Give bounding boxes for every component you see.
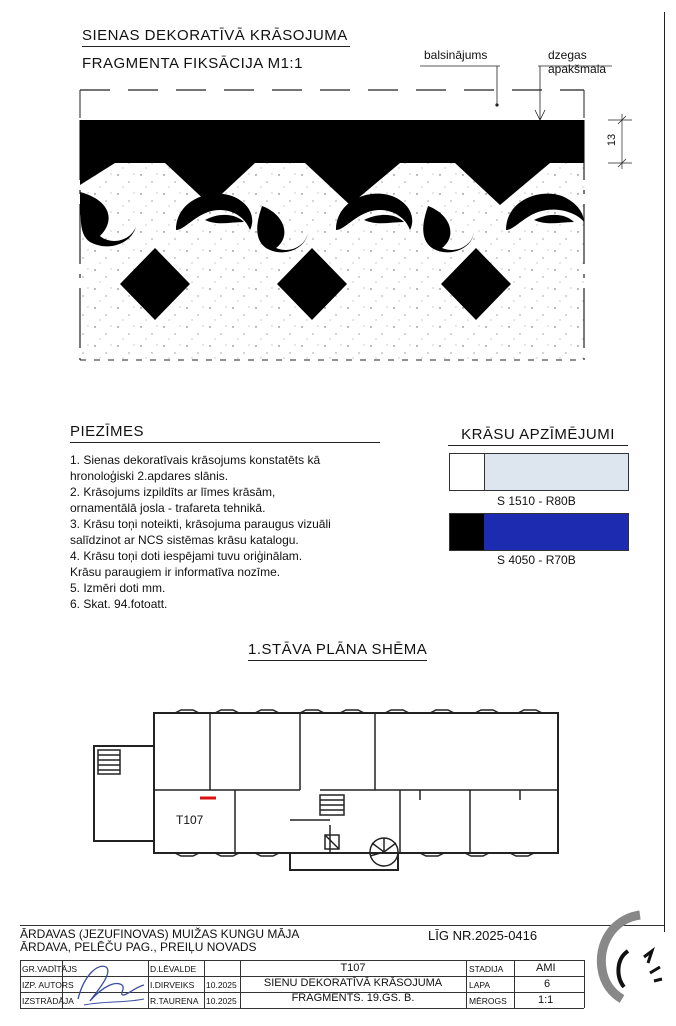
note-line: 5. Izmēri doti mm.	[70, 581, 166, 595]
note-line: 6. Skat. 94.fotoatt.	[70, 597, 168, 611]
dimension-value: 13	[606, 133, 619, 147]
role-label: GR.VADĪTĀJS	[22, 964, 78, 974]
label-cornice-line1: dzegas	[548, 48, 587, 62]
stage-label: STADIJA	[469, 964, 504, 974]
project-line2: ĀRDAVA, PELĒČU PAG., PREIĻU NOVADS	[20, 940, 257, 954]
label-whitewash: balsinājums	[424, 48, 488, 62]
note-line: salīdzinot ar NCS sistēmas krāsu katalogu.	[70, 533, 299, 547]
company-logo	[588, 901, 674, 1011]
project-number: LĪG NR.2025-0416	[428, 928, 538, 943]
role-date: 10.2025	[206, 996, 237, 1006]
role-name: I.DIRVEIKS	[150, 980, 195, 990]
title-block	[0, 925, 676, 1026]
scale-label: MĒROGS	[469, 996, 507, 1006]
note-line: ornamentālā josla - trafareta tehnikā.	[70, 501, 266, 515]
notes-heading: PIEZĪMES	[70, 423, 380, 443]
note-line: Krāsu paraugiem ir informatīva nozīme.	[70, 565, 281, 579]
drawing-line2: SIENU DEKORATĪVĀ KRĀSOJUMA	[263, 977, 443, 989]
note-line: hronoloģiski 2.apdares slānis.	[70, 469, 229, 483]
plan-room-label: T107	[176, 813, 204, 827]
role-name: R.TAURENA	[150, 996, 199, 1006]
fragment-title-line1: SIENAS DEKORATĪVĀ KRĀSOJUMA	[82, 27, 350, 47]
note-line: 2. Krāsojums izpildīts ar līmes krāsām,	[70, 485, 276, 499]
note-line: 3. Krāsu toņi noteikti, krāsojuma paraugus vizuāli	[70, 517, 331, 531]
project-line1: ĀRDAVAS (JEZUFINOVAS) MUIŽAS KUNGU MĀJA	[20, 927, 300, 941]
signature	[64, 955, 148, 1011]
fragment-title-line2: FRAGMENTA FIKSĀCIJA M1:1	[82, 55, 303, 72]
drawing-line3: FRAGMENTS. 19.GS. B.	[291, 992, 415, 1004]
note-line: 1. Sienas dekoratīvais krāsojums konstatēts kā	[70, 453, 321, 467]
label-cornice-line2: apakšmala	[548, 62, 607, 76]
legend-heading: KRĀSU APZĪMĒJUMI	[448, 426, 628, 446]
scale-value: 1:1	[538, 994, 554, 1006]
role-label: IZSTRĀDĀJA	[22, 996, 74, 1006]
stage-value: AMI	[536, 962, 556, 974]
note-line: 4. Krāsu toņi doti iespējami tuvu oriģinālam.	[70, 549, 303, 563]
role-label: IZP. AUTORS	[22, 980, 74, 990]
drawing-line1: T107	[340, 962, 366, 974]
swatch-light-code: S 1510 - R80B	[497, 494, 576, 508]
role-date: 10.2025	[206, 980, 237, 990]
role-name: D.LĒVALDE	[150, 964, 197, 974]
sheet-label: LAPA	[469, 980, 491, 990]
plan-heading: 1.STĀVA PLĀNA SHĒMA	[248, 641, 427, 661]
swatch-dark-code: S 4050 - R70B	[497, 553, 576, 567]
sheet-value: 6	[544, 978, 551, 990]
